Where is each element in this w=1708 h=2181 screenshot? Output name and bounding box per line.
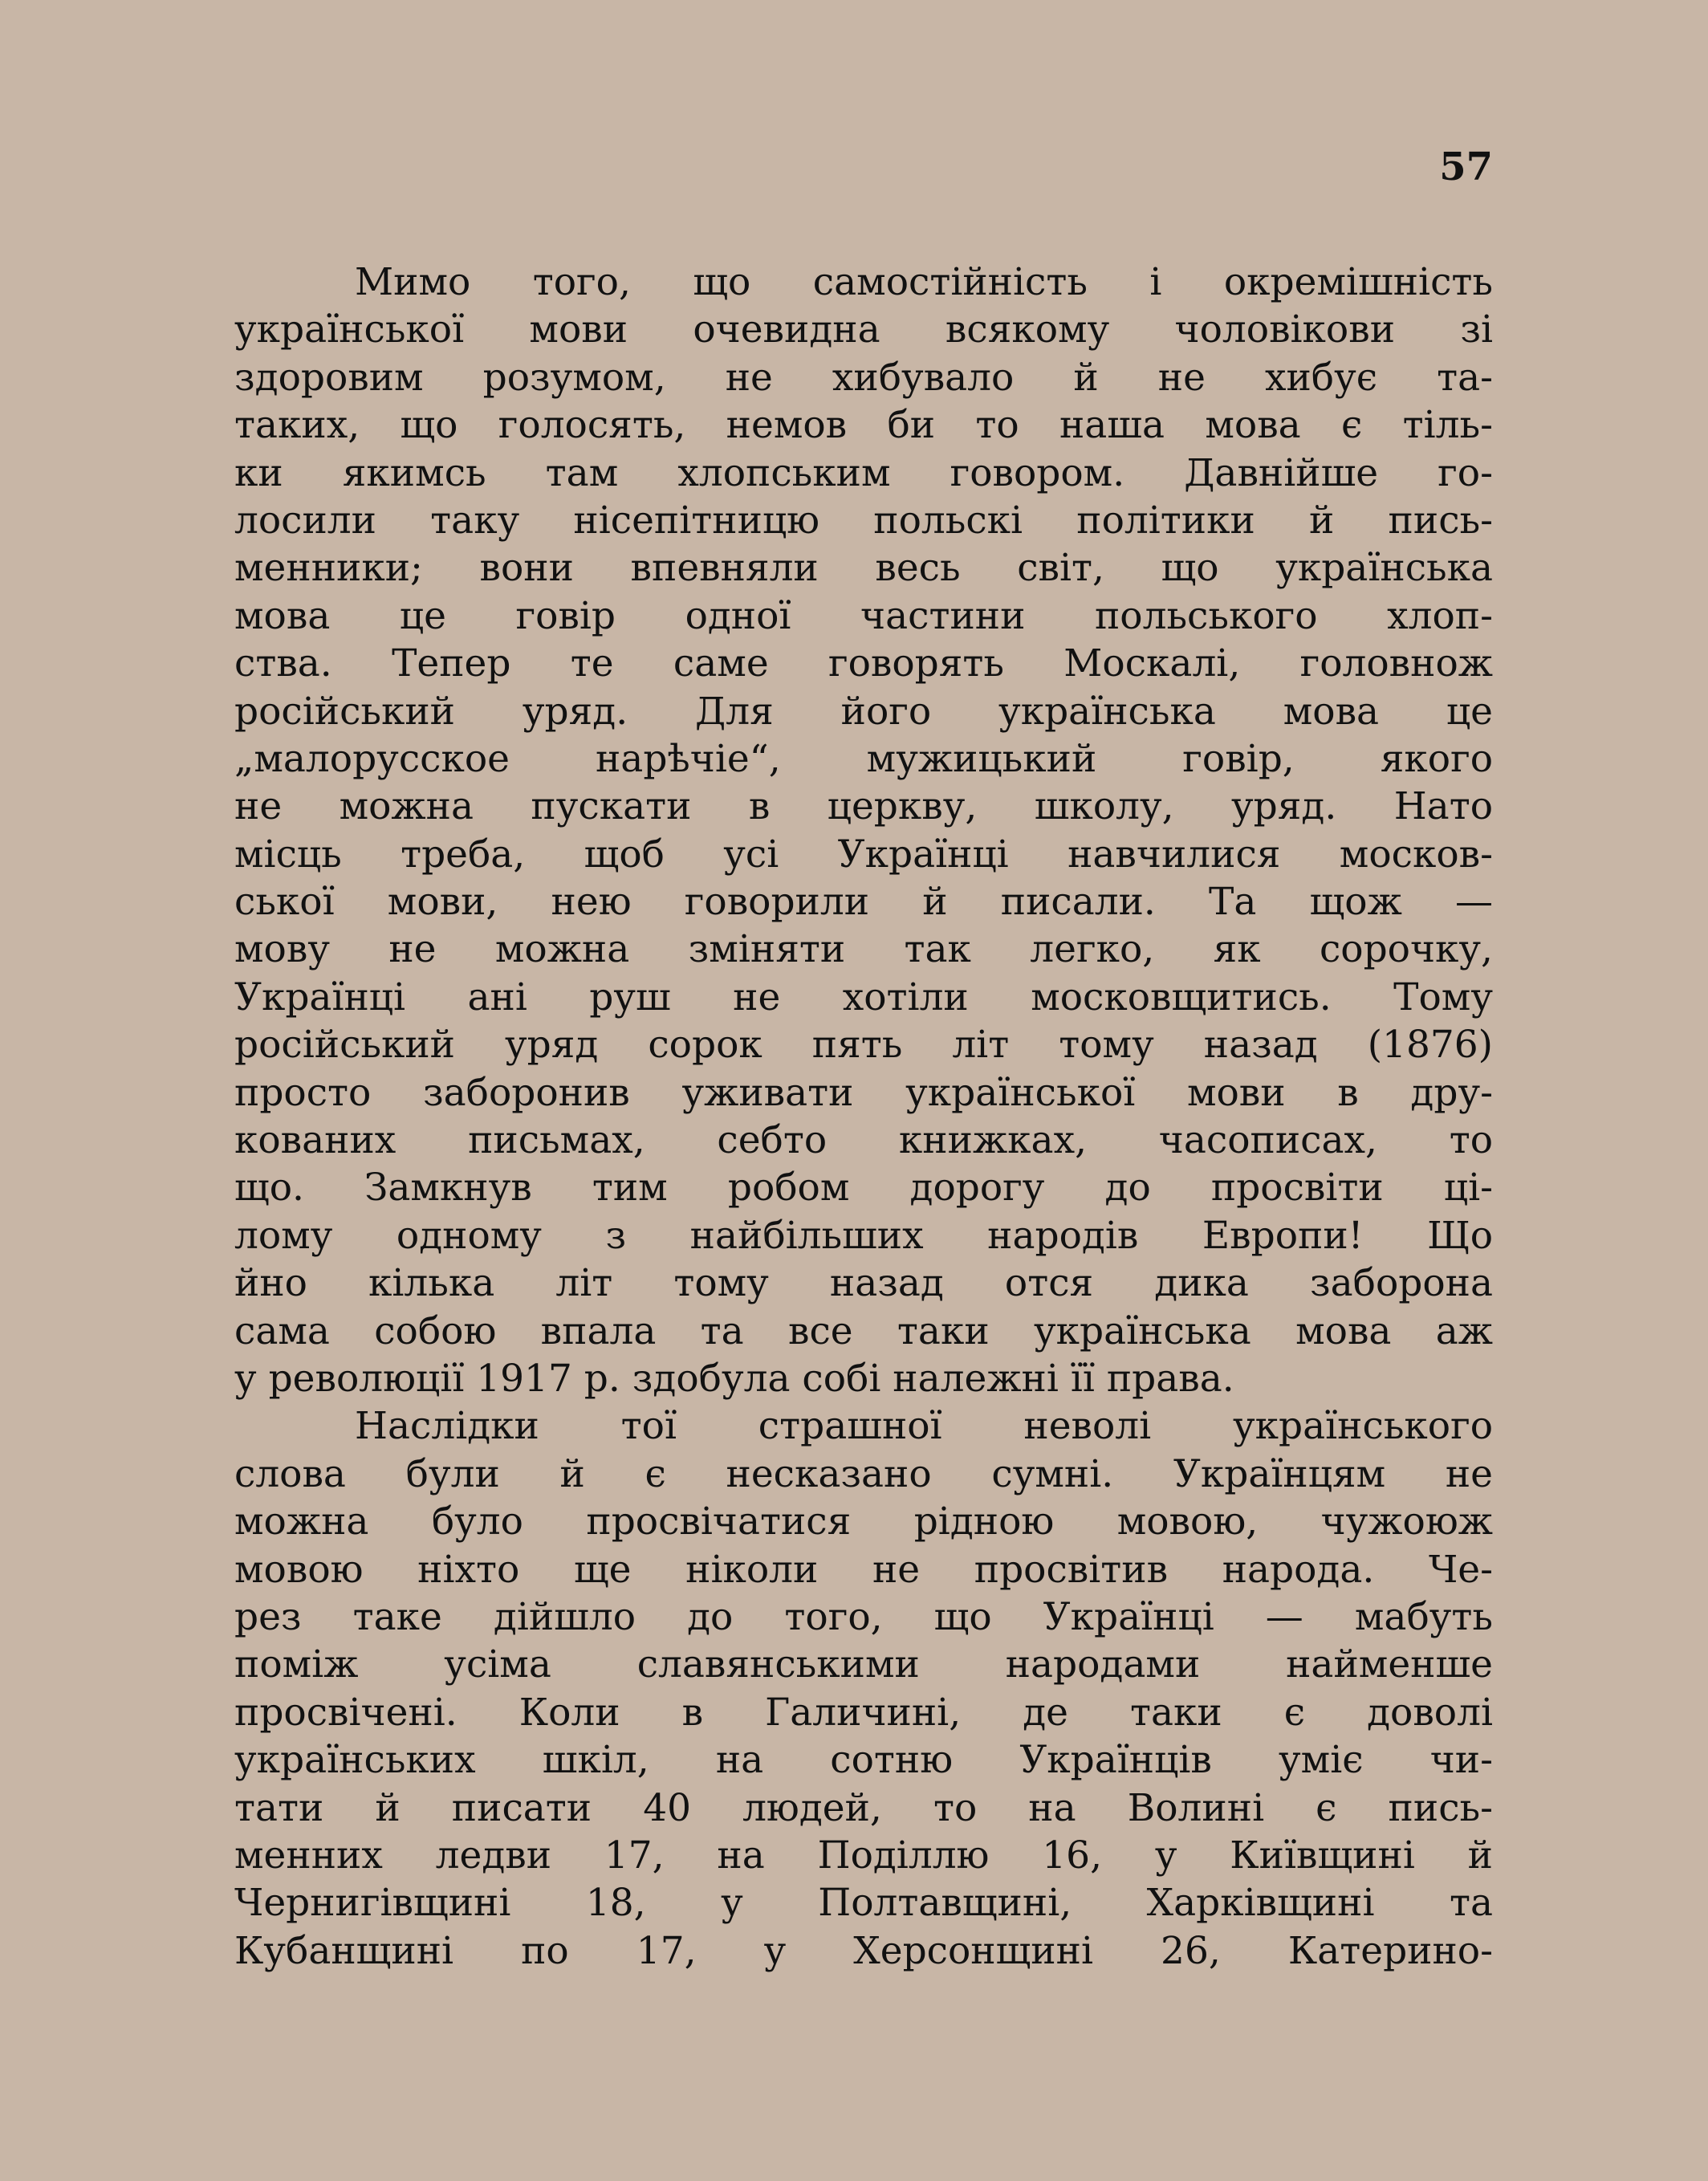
text-line: кованих письмах, себто книжках, часописах, то bbox=[234, 1118, 1493, 1163]
page-number: 57 bbox=[1439, 144, 1493, 189]
text-line: менних ледви 17, на Поділлю 16, у Київщині й bbox=[234, 1833, 1493, 1878]
text-line: у революції 1917 р. здобула собі належні її права. bbox=[234, 1356, 1234, 1401]
text-line: мова це говір одної частини польського хлоп- bbox=[234, 593, 1493, 638]
text-line: йно кілька літ тому назад отся дика заборона bbox=[234, 1261, 1493, 1306]
text-line: російський уряд сорок пять літ тому назад (1876) bbox=[234, 1023, 1493, 1068]
paragraph-2 bbox=[234, 1402, 1493, 1975]
text-line: лосили таку нісепітницю польскі політики й пись- bbox=[234, 498, 1493, 543]
text-line: російський уряд. Для його українська мова це bbox=[234, 689, 1493, 734]
text-line: мовою ніхто ще ніколи не просвітив народа. Че- bbox=[234, 1547, 1493, 1592]
text-line: „малорусское нарѣчіе“, мужицький говір, якого bbox=[234, 736, 1493, 781]
text-line: менники; вони впевняли весь світ, що українська bbox=[234, 546, 1493, 591]
text-line: української мови очевидна всякому чоловікови зі bbox=[234, 307, 1493, 352]
text-line: ки якимсь там хлопським говором. Давнійше го- bbox=[234, 450, 1493, 495]
text-line: місць треба, щоб усі Українці навчилися москов- bbox=[234, 832, 1493, 877]
text-line: Наслідки тої страшної неволі українського bbox=[355, 1404, 1493, 1449]
text-line: можна було просвічатися рідною мовою, чужоюж bbox=[234, 1499, 1493, 1544]
body-text bbox=[234, 258, 1493, 1975]
paragraph-1 bbox=[234, 258, 1493, 1402]
text-line: поміж усіма славянськими народами найменше bbox=[234, 1642, 1493, 1687]
text-line: українських шкіл, на сотню Українців уміє чи- bbox=[234, 1738, 1493, 1783]
text-line: просвічені. Коли в Галичині, де таки є доволі bbox=[234, 1690, 1493, 1735]
text-line: лому одному з найбільших народів Европи! Що bbox=[234, 1213, 1493, 1258]
text-line: рез таке дійшло до того, що Українці — мабуть bbox=[234, 1594, 1493, 1639]
text-line: таких, що голосять, немов би то наша мова є тіль- bbox=[234, 403, 1493, 448]
text-line: Чернигівщині 18, у Полтавщині, Харківщині та bbox=[234, 1881, 1493, 1926]
text-line: Українці ані руш не хотіли московщитись. Тому bbox=[234, 975, 1493, 1019]
text-line: не можна пускати в церкву, школу, уряд. Нато bbox=[234, 784, 1493, 829]
text-line: здоровим розумом, не хибувало й не хибує та- bbox=[234, 355, 1493, 400]
text-line: Мимо того, що самостійність і окремішність bbox=[355, 260, 1493, 304]
text-line: Кубанщині по 17, у Херсонщині 26, Катерино- bbox=[234, 1928, 1493, 1973]
text-line: що. Замкнув тим робом дорогу до просвіти ці- bbox=[234, 1166, 1493, 1211]
text-line: ської мови, нею говорили й писали. Та щож — bbox=[234, 880, 1493, 925]
text-line: просто заборонив уживати української мови в дру- bbox=[234, 1070, 1493, 1115]
text-line: тати й писати 40 людей, то на Волині є пись- bbox=[234, 1785, 1493, 1830]
text-line: ства. Тепер те саме говорять Москалі, головнож bbox=[234, 641, 1493, 686]
text-line: сама собою впала та все таки українська мова аж bbox=[234, 1308, 1493, 1353]
text-line: мову не можна зміняти так легко, як сорочку, bbox=[234, 927, 1493, 972]
text-line: слова були й є несказано сумні. Українцям не bbox=[234, 1451, 1493, 1496]
